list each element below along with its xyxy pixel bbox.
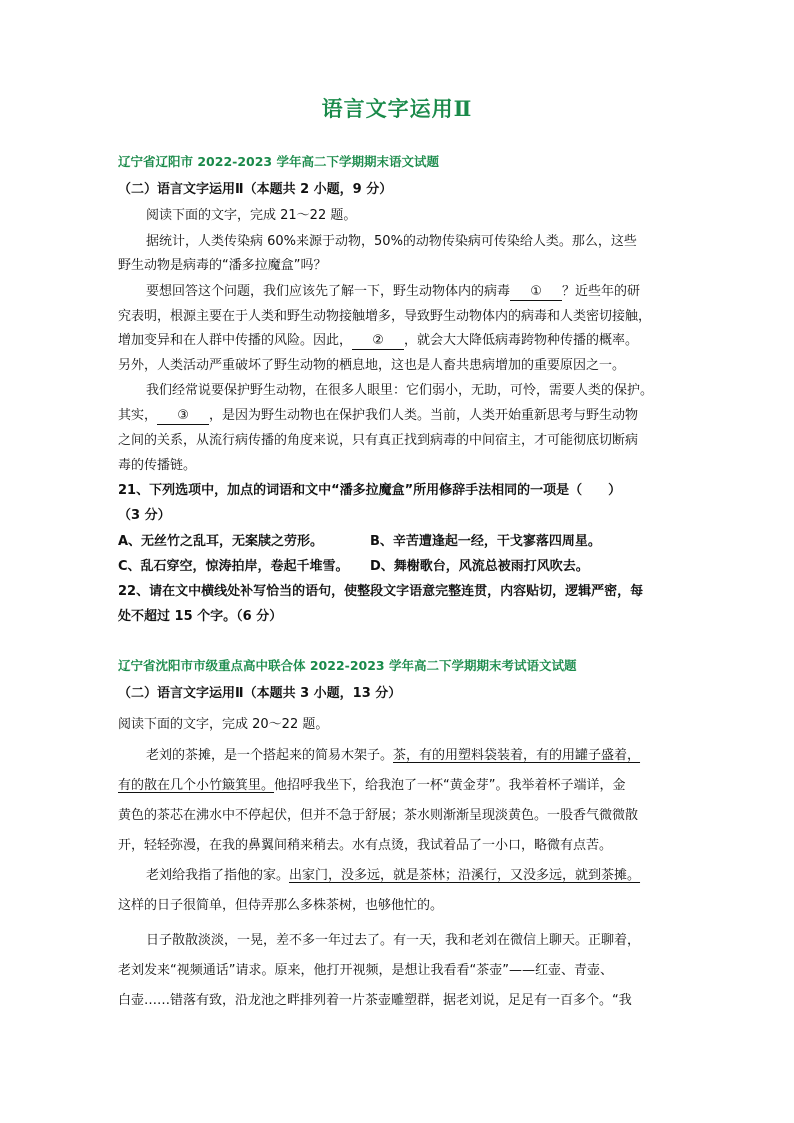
- option-b: B、辛苦遭逢起一经，干戈寥落四周星。: [370, 534, 601, 549]
- section2-source: 辽宁省沈阳市市级重点高中联合体 2022-2023 学年高二下学期期末考试语文试题: [118, 658, 577, 673]
- passage2-line: 黄色的茶芯在沸水中不停起伏，但并不急于舒展；茶水则渐渐呈现淡黄色。一股香气微微散: [118, 808, 639, 823]
- passage2-line: 老刘发来“视频通话”请求。原来，他打开视频，是想让我看看“茶壶”——红壶、青壶、: [118, 963, 613, 978]
- section1-instruction: 阅读下面的文字，完成 21～22 题。: [146, 208, 357, 223]
- section1-source: 辽宁省辽阳市 2022-2023 学年高二下学期期末语文试题: [118, 154, 439, 169]
- passage2-line: 日子散散淡淡，一晃，差不多一年过去了。有一天，我和老刘在微信上聊天。正聊着，: [146, 933, 641, 948]
- passage1-line: 另外，人类活动严重破坏了野生动物的栖息地，这也是人畜共患病增加的重要原因之一。: [118, 358, 626, 373]
- passage2-line: 老刘给我指了指他的家。出家门，没多远，就是茶林；沿溪行，又没多远，就到茶摊。: [146, 868, 641, 883]
- passage2-line: 有的散在几个小竹簸箕里。他招呼我坐下，给我泡了一杯“黄金芽”。我举着杯子端详，金: [118, 778, 626, 793]
- passage2-line: 这样的日子很简单，但侍弄那么多株茶树，也够他忙的。: [118, 898, 444, 913]
- passage1-line: 毒的传播链。: [118, 458, 197, 473]
- section2-heading: （二）语言文字运用Ⅱ（本题共 3 小题，13 分）: [118, 686, 402, 701]
- passage1-line: 要想回答这个问题，我们应该先了解一下，野生动物体内的病毒 ① ？近些年的研: [146, 284, 641, 299]
- passage1-line: 之间的关系，从流行病传播的角度来说，只有真正找到病毒的中间宿主，才可能彻底切断病: [118, 433, 639, 448]
- question-21: 21、下列选项中，加点的词语和文中“潘多拉魔盒”所用修辞手法相同的一项是（ ）: [118, 483, 622, 498]
- page-title: 语言文字运用Ⅱ: [321, 96, 473, 121]
- passage1-line: 野生动物是病毒的“潘多拉魔盒”吗？: [118, 258, 327, 273]
- question-21-score: （3 分）: [118, 508, 171, 523]
- passage1-line: 据统计，人类传染病 60%来源于动物，50%的动物传染病可传染给人类。那么，这些: [146, 234, 637, 249]
- passage2-line: 开，轻轻弥漫，在我的鼻翼间稍来稍去。水有点烫，我试着品了一小口，略微有点苦。: [118, 838, 613, 853]
- blank-1: ①: [510, 284, 562, 301]
- underlined-text: 茶，有的用塑料袋装着，有的用罐子盛着，: [393, 748, 641, 763]
- underlined-text: 出家门，没多远，就是茶林；沿溪行，又没多远，就到茶摊。: [289, 868, 641, 883]
- blank-3: ③: [157, 408, 209, 425]
- passage2-line: 老刘的茶摊，是一个搭起来的简易木架子。茶，有的用塑料袋装着，有的用罐子盛着，: [146, 748, 641, 763]
- underlined-text: 有的散在几个小竹簸箕里。: [118, 778, 275, 793]
- passage2-line: 白壶……错落有致，沿龙池之畔排列着一片茶壶雕塑群，据老刘说，足足有一百多个。“我: [118, 993, 632, 1008]
- passage1-line: 我们经常说要保护野生动物，在很多人眼里：它们弱小，无助，可怜，需要人类的保护。: [146, 383, 654, 398]
- option-a: A、无丝竹之乱耳，无案牍之劳形。: [118, 534, 324, 549]
- passage1-line: 其实， ③ ，是因为野生动物也在保护我们人类。当前，人类开始重新思考与野生动物: [118, 408, 639, 423]
- section2-instruction: 阅读下面的文字，完成 20～22 题。: [118, 717, 329, 732]
- blank-2: ②: [352, 333, 404, 350]
- option-c: C、乱石穿空，惊涛拍岸，卷起千堆雪。: [118, 559, 349, 574]
- section1-heading: （二）语言文字运用Ⅱ（本题共 2 小题，9 分）: [118, 182, 393, 197]
- option-d: D、舞榭歌台，风流总被雨打风吹去。: [370, 559, 589, 574]
- question-22: 22、请在文中横线处补写恰当的语句，使整段文字语意完整连贯，内容贴切，逻辑严密，每: [118, 584, 644, 599]
- passage1-line: 增加变异和在人群中传播的风险。因此， ② ，就会大大降低病毒跨物种传播的概率。: [118, 333, 639, 348]
- question-22-score: 处不超过 15 个字。（6 分）: [118, 609, 283, 624]
- passage1-line: 究表明，根源主要在于人类和野生动物接触增多，导致野生动物体内的病毒和人类密切接触，: [118, 309, 652, 324]
